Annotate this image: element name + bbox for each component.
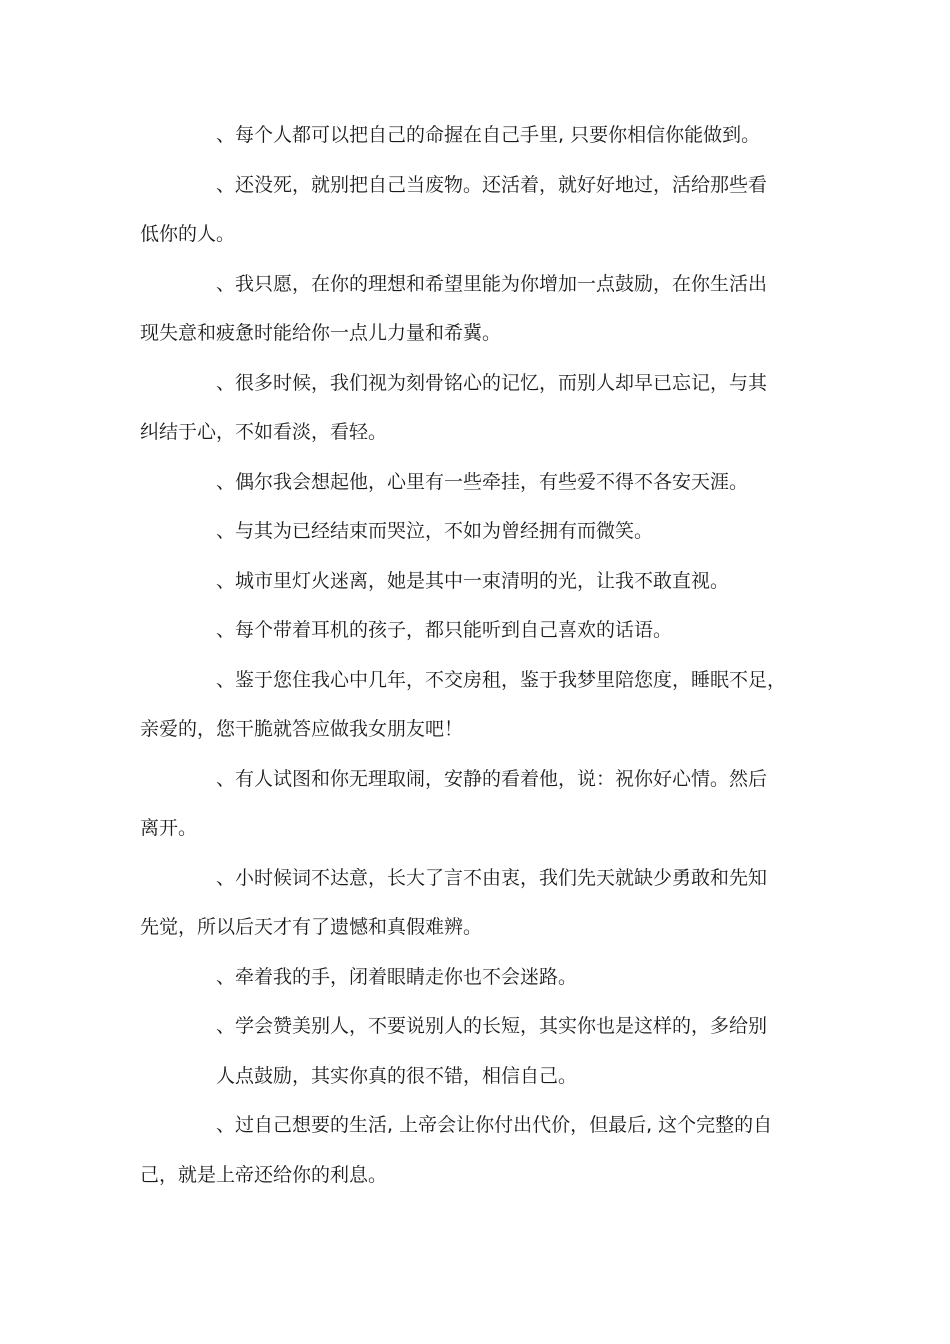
paragraph-11 <box>140 854 810 953</box>
paragraph-6 <box>140 507 810 557</box>
paragraph-10 <box>140 755 810 854</box>
paragraph-line: 人点鼓励，其实你真的很不错，相信自己。 <box>216 1064 578 1087</box>
paragraph-line: 离开。 <box>140 817 198 839</box>
paragraph-line: 、每个带着耳机的孩子，都只能听到自己喜欢的话语。 <box>216 619 673 641</box>
paragraph-line: 、鉴于您住我心中几年，不交房租，鉴于我梦里陪您度，睡眠不足， <box>216 668 787 691</box>
paragraph-line: 、过自己想要的生活, 上帝会让你付出代价，但最后, 这个完整的自 <box>216 1114 773 1136</box>
paragraph-1 <box>140 111 810 161</box>
paragraph-7 <box>140 557 810 607</box>
paragraph-line: 先觉，所以后天才有了遗憾和真假难辨。 <box>140 916 483 938</box>
paragraph-8 <box>140 606 810 656</box>
paragraph-3 <box>140 260 810 359</box>
paragraph-2 <box>140 161 810 260</box>
paragraph-14 <box>140 1101 810 1200</box>
paragraph-line: 、每个人都可以把自己的命握在自己手里, 只要你相信你能做到。 <box>216 124 761 146</box>
paragraph-13 <box>140 1002 810 1101</box>
paragraph-line: 、偶尔我会想起他，心里有一些牵挂，有些爱不得不各安天涯。 <box>216 470 749 493</box>
paragraph-line: 纠结于心，不如看淡，看轻。 <box>140 421 388 443</box>
document-body <box>140 111 810 1200</box>
paragraph-line: 、城市里灯火迷离，她是其中一束清明的光，让我不敢直视。 <box>216 569 730 592</box>
paragraph-9 <box>140 656 810 755</box>
paragraph-line: 、与其为已经结束而哭泣，不如为曾经拥有而微笑。 <box>216 520 654 542</box>
paragraph-line: 现失意和疲惫时能给你一点儿力量和希冀。 <box>140 322 502 344</box>
paragraph-line: 、有人试图和你无理取闹，安静的看着他，说：祝你好心情。然后 <box>216 767 768 790</box>
paragraph-line: 、很多时候，我们视为刻骨铭心的记忆，而别人却早已忘记，与其 <box>216 371 768 394</box>
paragraph-4 <box>140 359 810 458</box>
paragraph-line: 己，就是上帝还给你的利息。 <box>140 1163 388 1186</box>
paragraph-line: 、还没死，就别把自己当废物。还活着，就好好地过，活给那些看 <box>216 173 768 196</box>
paragraph-5 <box>140 458 810 508</box>
paragraph-line: 、学会赞美别人，不要说别人的长短，其实你也是这样的，多给别 <box>216 1015 768 1037</box>
paragraph-line: 、小时候词不达意，长大了言不由衷，我们先天就缺少勇敢和先知 <box>216 866 768 889</box>
paragraph-line: 、牵着我的手，闭着眼睛走你也不会迷路。 <box>216 965 578 988</box>
paragraph-line: 亲爱的，您干脆就答应做我女朋友吧！ <box>140 718 464 740</box>
paragraph-line: 、我只愿，在你的理想和希望里能为你增加一点鼓励，在你生活出 <box>216 272 768 295</box>
paragraph-12 <box>140 953 810 1003</box>
paragraph-line: 低你的人。 <box>140 223 236 245</box>
